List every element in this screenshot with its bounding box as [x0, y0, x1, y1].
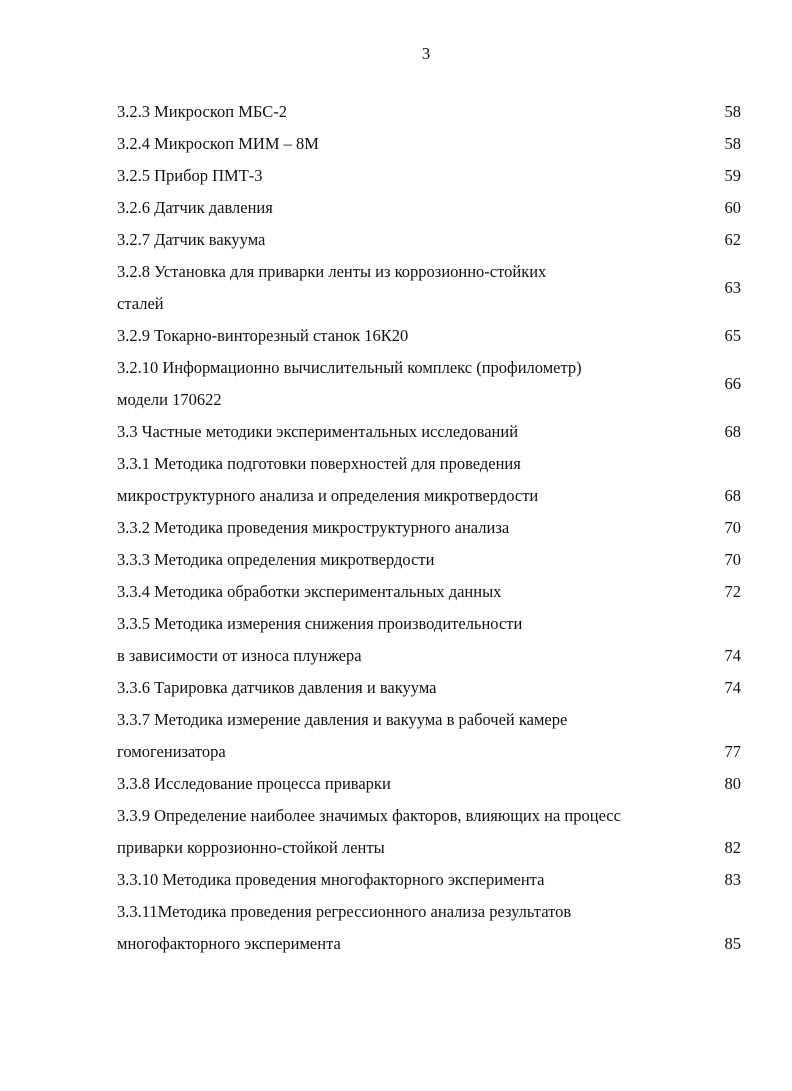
toc-entry-title: 3.3.11Методика проведения регрессионного анализа результатов [117, 902, 572, 921]
toc-entry-title: гомогенизатора [117, 742, 226, 761]
toc-entry-page: 68 [724, 422, 741, 441]
toc-entry-title: многофакторного эксперимента [117, 934, 341, 953]
toc-entry-page: 58 [724, 134, 741, 153]
toc-entry [117, 864, 741, 896]
toc-entry-title: 3.2.8 Установка для приварки ленты из коррозионно-стойких [117, 262, 547, 281]
toc-entry-page: 82 [724, 838, 741, 857]
toc-entry [117, 704, 741, 768]
toc-entry-title: 3.3.9 Определение наиболее значимых факторов, влияющих на процесс [117, 806, 621, 825]
toc-entry-title: 3.3.4 Методика обработки экспериментальных данных [117, 582, 502, 601]
toc-entry-page: 59 [724, 166, 741, 185]
toc-entry-title: 3.2.10 Информационно вычислительный комплекс (профилометр) [117, 358, 582, 377]
toc-entry-page: 60 [724, 198, 741, 217]
toc-entry [117, 608, 741, 672]
toc-entry-title: модели 170622 [117, 390, 222, 409]
toc-entry-title: 3.2.3 Микроскоп МБС-2 [117, 102, 288, 121]
toc-entry-title: 3.3.2 Методика проведения микроструктурного анализа [117, 518, 510, 537]
toc-entry-title: 3.2.9 Токарно-винторезный станок 16К20 [117, 326, 409, 345]
toc-entry-title: 3.3.1 Методика подготовки поверхностей для проведения [117, 454, 521, 473]
toc-entry [117, 224, 741, 256]
toc-entry [117, 128, 741, 160]
toc-entry [117, 352, 741, 416]
toc-entry-page: 65 [724, 326, 741, 345]
toc-entry-page: 85 [724, 934, 741, 953]
toc-entry-title: приварки коррозионно-стойкой ленты [117, 838, 385, 857]
toc-entry-title: 3.2.4 Микроскоп МИМ – 8М [117, 134, 319, 153]
toc-entry-title: 3.3.6 Тарировка датчиков давления и вакуума [117, 678, 437, 697]
toc-entry [117, 192, 741, 224]
toc-entry-title: 3.3.10 Методика проведения многофакторного эксперимента [117, 870, 545, 889]
toc-entry [117, 672, 741, 704]
toc-entry-page: 66 [724, 374, 741, 393]
toc-entry [117, 320, 741, 352]
toc-entry-page: 70 [724, 518, 741, 537]
toc-entry-page: 58 [724, 102, 741, 121]
toc-entry-page: 74 [724, 646, 741, 665]
toc-entry-title: 3.3.5 Методика измерения снижения производительности [117, 614, 523, 633]
toc-entry [117, 576, 741, 608]
toc-entry-page: 62 [724, 230, 741, 249]
toc-entry [117, 160, 741, 192]
toc-entry-page: 83 [724, 870, 741, 889]
toc-entry [117, 800, 741, 864]
toc-entry-page: 63 [724, 278, 741, 297]
toc-entry-page: 77 [724, 742, 741, 761]
toc-entry-title: 3.3.3 Методика определения микротвердости [117, 550, 435, 569]
toc-entry [117, 96, 741, 128]
toc-entry [117, 768, 741, 800]
toc-entry [117, 256, 741, 320]
toc-entry [117, 512, 741, 544]
toc-entry [117, 544, 741, 576]
toc-entry-title: 3.2.5 Прибор ПМТ-3 [117, 166, 263, 185]
toc-entry [117, 896, 741, 960]
toc-entry-page: 80 [724, 774, 741, 793]
toc-entry-title: 3.3.8 Исследование процесса приварки [117, 774, 391, 793]
toc-entry-page: 68 [724, 486, 741, 505]
toc-entry-title: 3.3.7 Методика измерение давления и вакуума в рабочей камере [117, 710, 568, 729]
toc-entry [117, 416, 741, 448]
page-number: 3 [421, 44, 431, 63]
toc-entry-page: 74 [724, 678, 741, 697]
toc-entry [117, 448, 741, 512]
toc-entry-page: 70 [724, 550, 741, 569]
toc-entry-title: 3.3 Частные методики экспериментальных исследований [117, 422, 519, 441]
toc-entry-page: 72 [724, 582, 741, 601]
toc-entry-title: 3.2.7 Датчик вакуума [117, 230, 266, 249]
toc-entry-title: в зависимости от износа плунжера [117, 646, 362, 665]
toc-entry-title: микроструктурного анализа и определения микротвердости [117, 486, 539, 505]
toc-entry-title: 3.2.6 Датчик давления [117, 198, 273, 217]
toc-entry-title: сталей [117, 294, 164, 313]
